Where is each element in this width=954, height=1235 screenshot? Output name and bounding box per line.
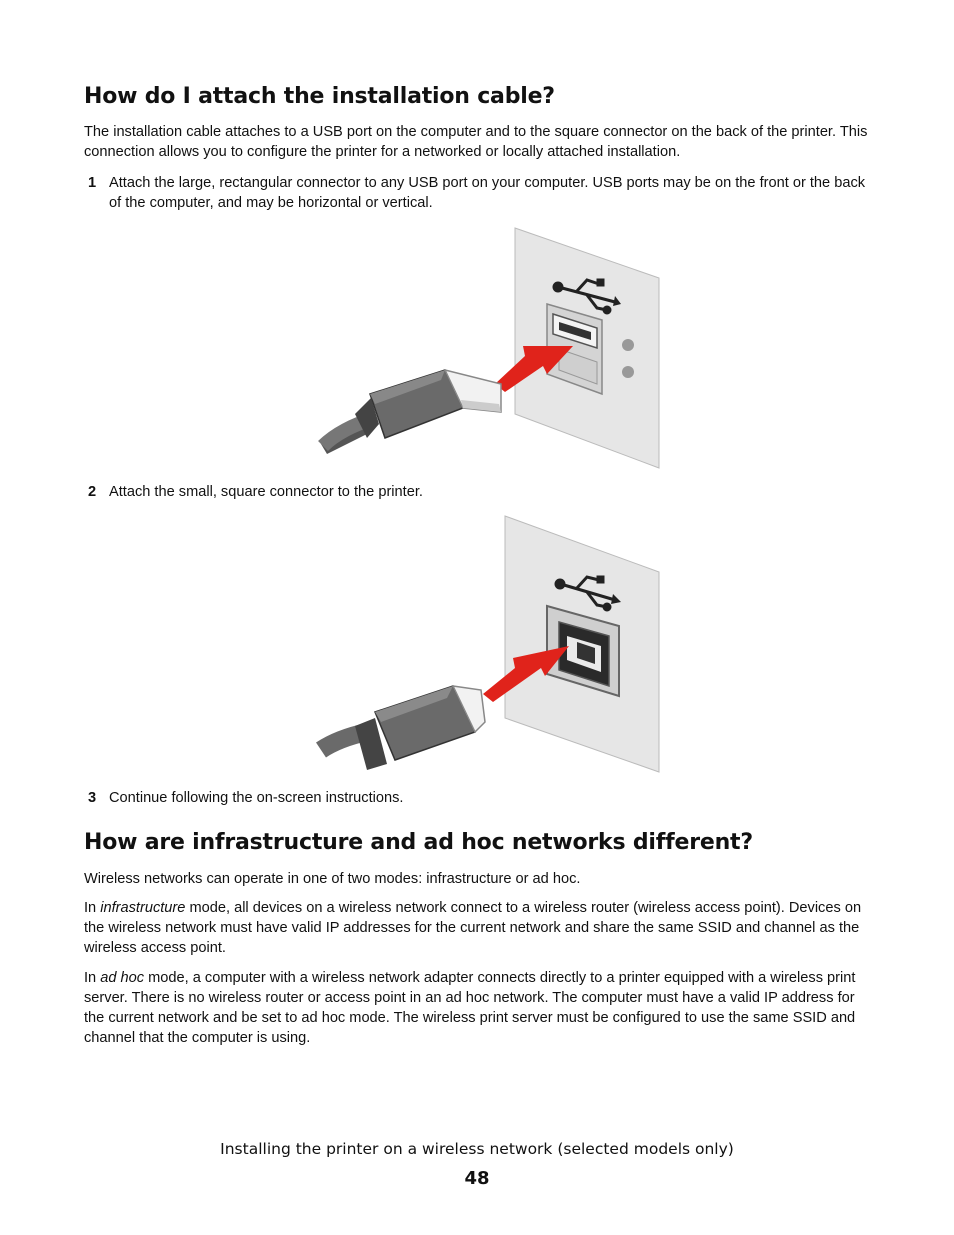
step-number: 3	[88, 790, 97, 806]
footer-title: Installing the printer on a wireless network (selected models only)	[220, 1140, 734, 1158]
usb-b-connector-illustration	[315, 514, 665, 774]
step-1	[84, 173, 874, 213]
usb-b-plug	[321, 686, 485, 770]
para-body: mode, all devices on a wireless network connect to a wireless router (wireless access point). Devices on the wireless network must have valid IP addresses for the current network and share the same SSID and channel as the wireless access point.	[84, 900, 862, 956]
section-heading-attach-cable: How do I attach the installation cable?	[84, 84, 555, 109]
para-body: mode, a computer with a wireless network adapter connects directly to a printer equipped with a wireless print server. There is no wireless router or access point in an ad hoc network. The computer must have a valid IP address for the current network and be set to ad hoc mode. The wireless print server must be configured to use the same SSID and channel that the computer is using.	[84, 970, 856, 1046]
step-text: Attach the large, rectangular connector to any USB port on your computer. USB ports may be on the front or the back of the computer, and may be horizontal or vertical.	[109, 175, 866, 211]
para-prefix: In	[84, 900, 101, 916]
term-ad-hoc: ad hoc	[100, 970, 145, 986]
usb-a-plug	[321, 370, 501, 454]
step-2	[84, 482, 874, 502]
step-text: Attach the small, square connector to the printer.	[109, 484, 423, 500]
step-number: 2	[88, 484, 97, 500]
step-text: Continue following the on-screen instructions.	[109, 790, 404, 806]
infrastructure-paragraph	[84, 898, 874, 958]
section-heading-network-modes: How are infrastructure and ad hoc networks different?	[84, 830, 753, 855]
intro-paragraph: The installation cable attaches to a USB port on the computer and to the square connector on the back of the printer. This connection allows you to configure the printer for a networked or locally attached installation.	[84, 124, 868, 160]
para-prefix: In	[84, 970, 101, 986]
ad-hoc-paragraph	[84, 968, 874, 1048]
page-number: 48	[464, 1168, 490, 1189]
term-infrastructure: infrastructure	[100, 900, 186, 916]
modes-paragraph: Wireless networks can operate in one of two modes: infrastructure or ad hoc.	[84, 871, 581, 887]
step-3	[84, 788, 874, 808]
led-dot	[622, 366, 634, 378]
usb-a-connector-illustration	[315, 224, 665, 472]
led-dot	[622, 339, 634, 351]
step-number: 1	[88, 175, 97, 191]
